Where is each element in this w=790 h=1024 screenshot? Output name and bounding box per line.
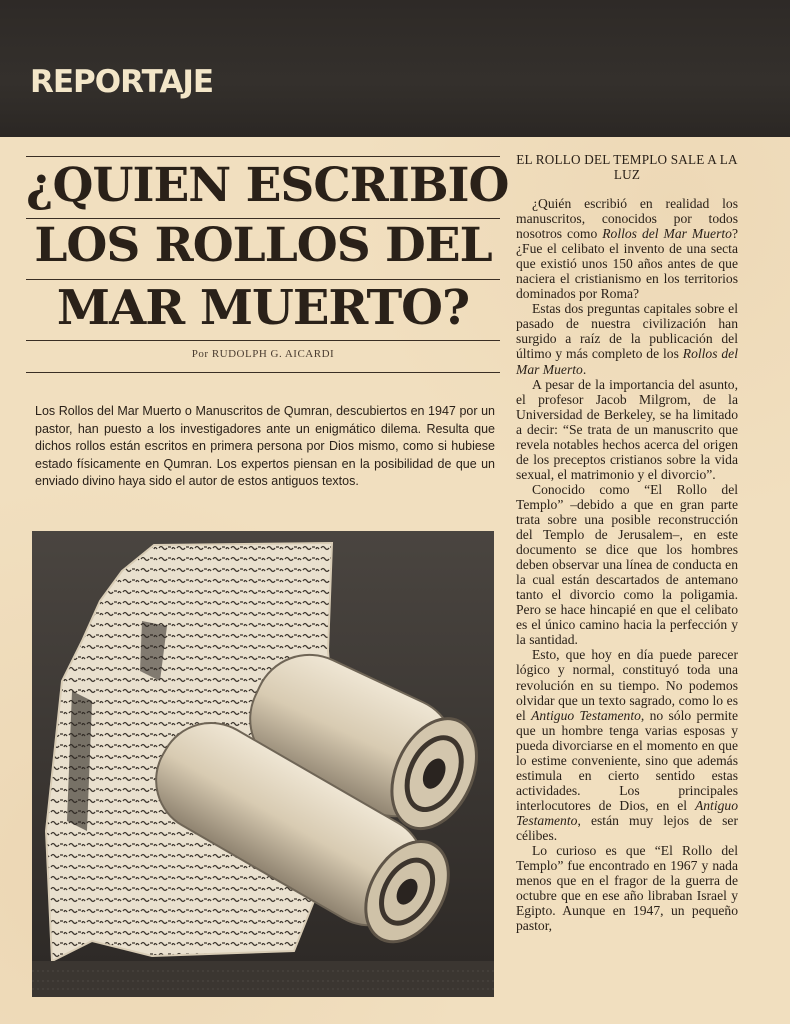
sidebar-paragraph-3: A pesar de la importancia del asunto, el profesor Jacob Milgrom, de la Universidad de Berkeley, se ha limitado a decir: “Se trata de un manuscrito que revela notables hechos acerca del origen de los preceptos cristianos sobre la vida sexual, el matrimonio y el divorcio”. xyxy=(516,376,738,482)
headline-line-1: ¿QUIEN ESCRIBIO xyxy=(26,158,509,213)
text-run: Esto, que hoy en día puede parecer lógico y normal, constituyó toda una revolución en su tiempo. No podemos olvidar que un texto sagrado, como lo es el xyxy=(516,647,738,723)
text-run: ? ¿Fue el celibato el invento de una secta que existió unos 150 años antes de que naciera el cristianismo en los territorios dominados por Roma? xyxy=(516,226,738,302)
headline-line-2: LOS ROLLOS DEL xyxy=(34,218,492,273)
sidebar-paragraph-2 xyxy=(516,301,738,376)
headline-rule-3 xyxy=(26,340,500,341)
italic-title: Antiguo Testamento xyxy=(516,797,738,828)
sidebar-paragraph-4: Conocido como “El Rollo del Templo” –debido a que en gran parte trata sobre una posible reconstrucción del Templo de Jerusalem–, en este documento se dice que los hombres deben observar una línea de conducta en la cual están descartados de antemano tanto el divorcio como la poligamia. Pero se hace hincapié en que el celibato es el único camino hacia la perfección y la santidad. xyxy=(516,481,738,648)
italic-title: Antiguo Testamento xyxy=(531,707,641,723)
italic-title: Rollos del Mar Muerto xyxy=(516,346,738,377)
sidebar-paragraph-1 xyxy=(516,196,738,301)
text-run: , están muy lejos de ser célibes. xyxy=(516,812,738,843)
headline-rule-top xyxy=(26,156,500,157)
section-banner xyxy=(0,0,790,137)
scroll-illustration-icon xyxy=(32,531,494,997)
lede-paragraph: Los Rollos del Mar Muerto o Manuscritos de Qumran, descubiertos en 1947 por un pastor, han puesto a los investigadores ante un enigmático dilema. Resulta que dichos rollos están escritos en primera persona por Dios mismo, como si hubiese estado físicamente en Qumran. Los expertos piensan en la posibilidad de que un enviado divino haya sido el autor de estos antiguos textos. xyxy=(35,404,495,489)
sidebar-heading: EL ROLLO DEL TEMPLO SALE A LA LUZ xyxy=(516,152,738,182)
sidebar-column xyxy=(516,152,738,933)
text-run: ¿Quién escribió en realidad los manuscritos, conocidos por todos nosotros como xyxy=(516,196,738,242)
italic-title: Rollos del Mar Muerto xyxy=(602,226,732,242)
sidebar-paragraph-6: Lo curioso es que “El Rollo del Templo” fue encontrado en 1967 y nada menos que en el fragor de la guerra de octubre que en ese año libraban Israel y Egipto. Aunque en 1947, un pequeño pastor, xyxy=(516,843,738,934)
text-run: , no sólo permite que un hombre tenga varias esposas y pueda divorciarse en el momento en que lo estime conveniente, sino que además estimula en cierto sentido estas actividades. Los principales interlocutores de Dios, en el xyxy=(516,707,738,813)
text-run: . xyxy=(582,361,587,377)
section-label: REPORTAJE xyxy=(30,64,214,100)
text-run: Estas dos preguntas capitales sobre el pasado de nuestra civilización han surgido a raíz de la publicación del último y más completo de los xyxy=(516,301,738,362)
byline: Por RUDOLPH G. AICARDI xyxy=(191,348,335,360)
scroll-photo xyxy=(32,531,494,997)
byline-rule xyxy=(26,372,500,373)
sidebar-paragraph-5 xyxy=(516,647,738,843)
headline-line-3: MAR MUERTO? xyxy=(56,280,470,336)
